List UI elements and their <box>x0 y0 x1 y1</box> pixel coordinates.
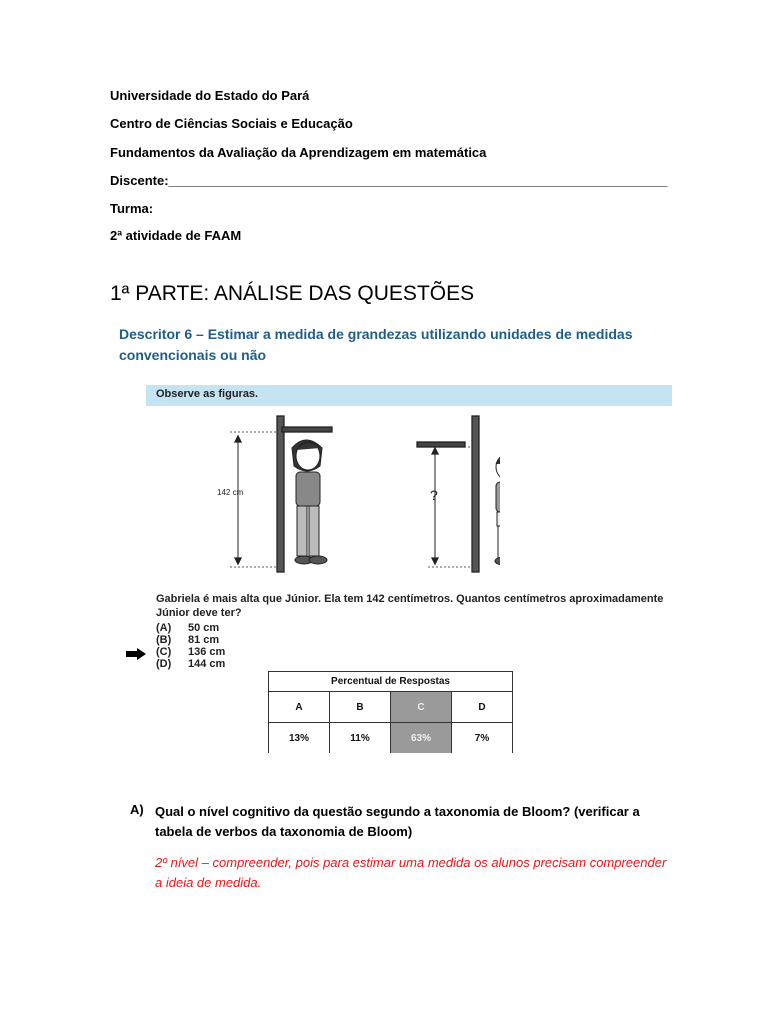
table-header-d: D <box>452 692 513 723</box>
table-value-a: 13% <box>269 723 330 754</box>
correct-answer-arrow-icon <box>126 648 146 660</box>
left-height-label: 142 cm <box>217 488 244 497</box>
option-b <box>156 634 225 646</box>
part-title: 1ª PARTE: ANÁLISE DAS QUESTÕES <box>110 282 475 305</box>
table-header-a: A <box>269 692 330 723</box>
question-text: Gabriela é mais alta que Júnior. Ela tem 142 centímetros. Quantos centímetros aproximadamente Júnior deve ter? <box>156 593 664 619</box>
table-value-d: 7% <box>452 723 513 754</box>
table-value-c: 63% <box>391 723 452 754</box>
descriptor-heading: Descritor 6 – Estimar a medida de grandezas utilizando unidades de medidas convencionais ou não <box>119 326 633 363</box>
option-letter: (A) <box>156 622 172 634</box>
item-a-answer: 2º nível – compreender, pois para estimar uma medida os alunos precisam compreender a ideia de medida. <box>155 855 667 890</box>
response-percentage-table <box>268 671 513 753</box>
option-letter: (B) <box>156 634 172 646</box>
height-figure <box>200 412 500 582</box>
item-a-question: Qual o nível cognitivo da questão segundo a taxonomia de Bloom? (verificar a tabela de verbos da taxonomia de Bloom) <box>155 804 640 839</box>
table-value-b: 11% <box>330 723 391 754</box>
right-height-stand <box>417 416 479 572</box>
item-a-label: A) <box>130 802 144 817</box>
table-header-b: B <box>330 692 391 723</box>
course-name: Fundamentos da Avaliação da Aprendizagem em matemática <box>110 145 487 160</box>
answer-options <box>156 622 225 670</box>
observe-text: Observe as figuras. <box>156 388 259 400</box>
activity-title: 2ª atividade de FAAM <box>110 228 242 243</box>
student-field: Discente:_____________________________________________________________________ <box>110 173 668 188</box>
class-field: Turma: <box>110 201 154 216</box>
center-name: Centro de Ciências Sociais e Educação <box>110 116 353 131</box>
observe-banner <box>146 385 672 406</box>
boy-figure <box>495 454 500 565</box>
girl-figure <box>292 440 327 564</box>
option-text: 50 cm <box>188 622 220 634</box>
table-header-c: C <box>391 692 452 723</box>
university-name: Universidade do Estado do Pará <box>110 88 310 103</box>
option-letter: (C) <box>156 646 172 658</box>
right-height-label: ? <box>430 487 438 503</box>
option-text: 144 cm <box>188 658 226 670</box>
option-letter: (D) <box>156 658 172 670</box>
table-title: Percentual de Respostas <box>269 672 513 692</box>
option-d <box>156 658 225 670</box>
option-c <box>156 646 225 658</box>
option-a <box>156 622 225 634</box>
option-text: 81 cm <box>188 634 220 646</box>
option-text: 136 cm <box>188 646 226 658</box>
